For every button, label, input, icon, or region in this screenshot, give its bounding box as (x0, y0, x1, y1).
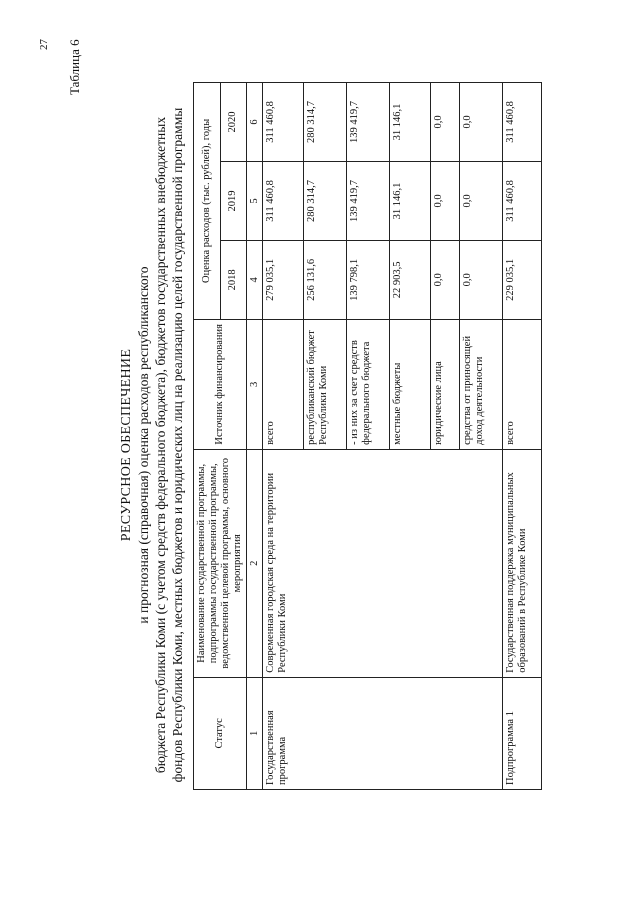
header-year-2019: 2019 (220, 161, 247, 240)
row-value-2020: 311 460,8 (503, 83, 542, 162)
row-value-2018: 256 131,6 (304, 240, 347, 319)
col-num-2: 2 (247, 449, 263, 677)
row-value-2018: 229 035,1 (503, 240, 542, 319)
row-source: - из них за счет средств федерального бюджета (347, 319, 390, 449)
row-value-2018: 0,0 (431, 240, 460, 319)
header-year-2020: 2020 (220, 83, 247, 162)
col-num-3: 3 (247, 319, 263, 449)
table-label: Таблица 6 (67, 39, 82, 95)
row-value-2019: 280 314,7 (304, 161, 347, 240)
header-status: Статус (194, 677, 247, 789)
row-value-2020: 31 146,1 (390, 83, 431, 162)
row-value-2020: 0,0 (431, 83, 460, 162)
row-source: юридические лица (431, 319, 460, 449)
row-value-2020: 311 460,8 (263, 83, 304, 162)
row-value-2020: 280 314,7 (304, 83, 347, 162)
subtitle-line-2: бюджета Республики Коми (с учетом средств федерального бюджета), бюджетов государственных внебюджетных (153, 116, 168, 774)
header-source: Источник финансирования (194, 319, 247, 449)
col-num-1: 1 (247, 677, 263, 789)
row-source: всего (263, 319, 304, 449)
row-source: местные бюджеты (390, 319, 431, 449)
header-estimate: Оценка расходов (тыс. рублей), годы (194, 83, 221, 320)
table-row (263, 83, 304, 790)
column-numbers-row (247, 83, 263, 790)
row-value-2019: 0,0 (460, 161, 503, 240)
header-name: Наименование государственной программы, подпрограммы государственной программы, ведомственной целевой программы, основного мероприятия (194, 449, 247, 677)
subtitle-line-3: фондов Республики Коми, местных бюджетов и юридических лиц на реализацию целей государственной программы (170, 107, 185, 783)
subtitle-line-1: и прогнозная (справочная) оценка расходов республиканского (136, 266, 151, 624)
table-row (503, 83, 542, 790)
col-num-5: 5 (247, 161, 263, 240)
row-source: средства от приносящей доход деятельности (460, 319, 503, 449)
row-value-2019: 311 460,8 (503, 161, 542, 240)
row-value-2020: 0,0 (460, 83, 503, 162)
row-value-2019: 0,0 (431, 161, 460, 240)
col-num-6: 6 (247, 83, 263, 162)
row-source: всего (503, 319, 542, 449)
header-year-2018: 2018 (220, 240, 247, 319)
row-value-2018: 0,0 (460, 240, 503, 319)
row-value-2020: 139 419,7 (347, 83, 390, 162)
document-heading (118, 45, 186, 845)
row-name: Современная городская среда на территории Республики Коми (263, 449, 503, 677)
row-value-2019: 139 419,7 (347, 161, 390, 240)
resource-table (193, 82, 542, 790)
col-num-4: 4 (247, 240, 263, 319)
row-value-2018: 22 903,5 (390, 240, 431, 319)
row-name: Государственная поддержка муниципальных образований в Республике Коми (503, 449, 542, 677)
document-title: РЕСУРСНОЕ ОБЕСПЕЧЕНИЕ (119, 348, 134, 542)
row-value-2018: 139 798,1 (347, 240, 390, 319)
row-value-2018: 279 035,1 (263, 240, 304, 319)
row-status: Подпрограмма 1 (503, 677, 542, 789)
page-number: 27 (38, 39, 50, 50)
row-status: Государственная программа (263, 677, 503, 789)
row-value-2019: 31 146,1 (390, 161, 431, 240)
row-value-2019: 311 460,8 (263, 161, 304, 240)
row-source: республиканский бюджет Республики Коми (304, 319, 347, 449)
header-row (194, 83, 221, 790)
